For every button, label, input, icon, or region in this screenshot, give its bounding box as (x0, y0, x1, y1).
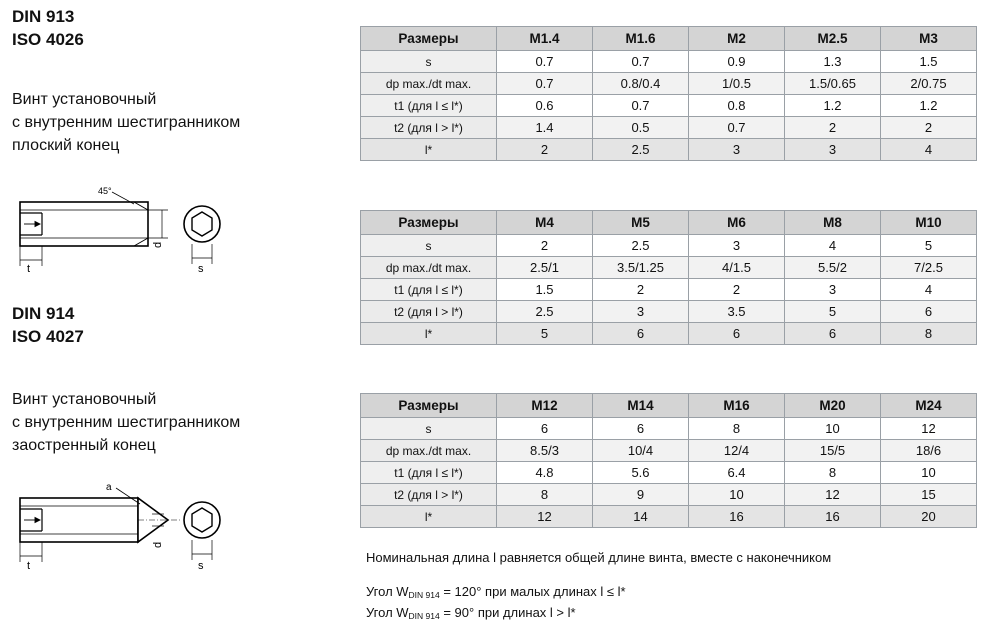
table1-row1-label: dp max./dt max. (361, 73, 497, 95)
table1-row1-col4: 1.5/0.65 (785, 73, 881, 95)
table3-row1-col5: 18/6 (881, 440, 977, 462)
note2-sub: DIN 914 (408, 590, 440, 601)
description-din914 (12, 388, 352, 458)
table2-row3-col3: 3.5 (689, 301, 785, 323)
table2-row2-label: t1 (для l ≤ l*) (361, 279, 497, 301)
table3-row1-col4: 15/5 (785, 440, 881, 462)
table3-header-4: M20 (785, 394, 881, 418)
din914-desc-line3: заостренный конец (12, 437, 156, 455)
table-row (361, 506, 977, 528)
table2-row0-col1: 2 (497, 235, 593, 257)
table3-row2-col3: 6.4 (689, 462, 785, 484)
table1-header-5: M3 (881, 27, 977, 51)
note-nominal-length: Номинальная длина l равняется общей длине винта, вместе с наконечником (366, 550, 832, 565)
table3-row4-col3: 16 (689, 506, 785, 528)
din913-line2: ISO 4026 (12, 29, 84, 49)
table2-row1-col5: 7/2.5 (881, 257, 977, 279)
table2-row2-col4: 3 (785, 279, 881, 301)
table3-row3-col2: 9 (593, 484, 689, 506)
table3-header-2: M14 (593, 394, 689, 418)
table3-header-5: M24 (881, 394, 977, 418)
table1-row1-col5: 2/0.75 (881, 73, 977, 95)
table1-row4-col3: 3 (689, 139, 785, 161)
table2-row0-col3: 3 (689, 235, 785, 257)
table1-row4-col2: 2.5 (593, 139, 689, 161)
dimensions-table-1-wrapper (360, 26, 977, 161)
table3-row2-col5: 10 (881, 462, 977, 484)
table1-row4-col4: 3 (785, 139, 881, 161)
svg-text:a: a (106, 482, 112, 493)
standard-title-din914 (12, 303, 84, 349)
table1-row1-col1: 0.7 (497, 73, 593, 95)
table1-row2-col3: 0.8 (689, 95, 785, 117)
table1-header-3: M2 (689, 27, 785, 51)
table-header-row (361, 27, 977, 51)
table1-row2-label: t1 (для l ≤ l*) (361, 95, 497, 117)
table3-row4-col5: 20 (881, 506, 977, 528)
din914-desc-line2: с внутренним шестигранником (12, 414, 241, 432)
table-row (361, 301, 977, 323)
table-row (361, 484, 977, 506)
table2-row1-col2: 3.5/1.25 (593, 257, 689, 279)
table3-row2-label: t1 (для l ≤ l*) (361, 462, 497, 484)
table2-row0-col2: 2.5 (593, 235, 689, 257)
table1-header-0: Размеры (361, 27, 497, 51)
table-row (361, 418, 977, 440)
table-row (361, 257, 977, 279)
din913-desc-line3: плоский конец (12, 137, 120, 155)
svg-text:45°: 45° (98, 186, 112, 196)
note3-prefix: Угол W (366, 604, 409, 620)
table1-header-2: M1.6 (593, 27, 689, 51)
table3-row2-col1: 4.8 (497, 462, 593, 484)
table-row (361, 235, 977, 257)
table3-row3-col3: 10 (689, 484, 785, 506)
table3-row3-col5: 15 (881, 484, 977, 506)
table1-row1-col2: 0.8/0.4 (593, 73, 689, 95)
table2-row4-col4: 6 (785, 323, 881, 345)
table3-row1-col3: 12/4 (689, 440, 785, 462)
din914-line1: DIN 914 (12, 304, 75, 323)
table3-row2-col2: 5.6 (593, 462, 689, 484)
table3-row1-col2: 10/4 (593, 440, 689, 462)
note2-suffix: = 120° при малых длинах l ≤ l* (439, 584, 626, 600)
table-row (361, 117, 977, 139)
table2-row4-col5: 8 (881, 323, 977, 345)
description-din913 (12, 88, 352, 158)
table2-row3-col5: 6 (881, 301, 977, 323)
table3-row3-col1: 8 (497, 484, 593, 506)
table2-row4-col3: 6 (689, 323, 785, 345)
label-s-2: s (198, 560, 204, 572)
table1-row3-label: t2 (для l > l*) (361, 117, 497, 139)
table1-row0-col1: 0.7 (497, 51, 593, 73)
table3-header-1: M12 (497, 394, 593, 418)
table2-row3-label: t2 (для l > l*) (361, 301, 497, 323)
label-d-1: d (152, 241, 164, 248)
table3-row0-label: s (361, 418, 497, 440)
table1-row3-col2: 0.5 (593, 117, 689, 139)
table-header-row (361, 394, 977, 418)
table2-header-4: M8 (785, 211, 881, 235)
note-angle-90 (366, 603, 966, 624)
note-angle-120 (366, 582, 966, 603)
label-s-1: s (198, 263, 204, 275)
note3-suffix: = 90° при длинах l > l* (439, 604, 576, 620)
table1-row0-col4: 1.3 (785, 51, 881, 73)
table2-row4-col2: 6 (593, 323, 689, 345)
drawing-din913-flat-point (12, 186, 242, 281)
table1-row0-label: s (361, 51, 497, 73)
table2-row1-label: dp max./dt max. (361, 257, 497, 279)
table2-row0-label: s (361, 235, 497, 257)
din913-line1: DIN 913 (12, 7, 75, 26)
notes-block (366, 548, 966, 624)
table1-row1-col3: 1/0.5 (689, 73, 785, 95)
table2-row2-col5: 4 (881, 279, 977, 301)
table3-row0-col3: 8 (689, 418, 785, 440)
left-column (8, 0, 352, 628)
table2-row3-col4: 5 (785, 301, 881, 323)
table3-header-0: Размеры (361, 394, 497, 418)
table-row (361, 139, 977, 161)
table2-row2-col2: 2 (593, 279, 689, 301)
table-row (361, 95, 977, 117)
table3-row0-col4: 10 (785, 418, 881, 440)
dimensions-table-3-wrapper (360, 393, 977, 528)
table3-row3-col4: 12 (785, 484, 881, 506)
table-row (361, 462, 977, 484)
table2-header-2: M5 (593, 211, 689, 235)
table2-row2-col1: 1.5 (497, 279, 593, 301)
table-row (361, 279, 977, 301)
table1-header-4: M2.5 (785, 27, 881, 51)
table1-row2-col5: 1.2 (881, 95, 977, 117)
table2-row2-col3: 2 (689, 279, 785, 301)
table3-row1-label: dp max./dt max. (361, 440, 497, 462)
table1-row0-col2: 0.7 (593, 51, 689, 73)
table2-row4-label: l* (361, 323, 497, 345)
table1-row3-col5: 2 (881, 117, 977, 139)
table1-row0-col5: 1.5 (881, 51, 977, 73)
table-header-row (361, 211, 977, 235)
din913-desc-line1: Винт установочный (12, 91, 157, 108)
table3-row1-col1: 8.5/3 (497, 440, 593, 462)
table2-row0-col5: 5 (881, 235, 977, 257)
standard-title-din913 (12, 6, 84, 52)
table1-row4-label: l* (361, 139, 497, 161)
dimensions-table-3 (360, 393, 977, 528)
table3-row4-label: l* (361, 506, 497, 528)
table3-header-3: M16 (689, 394, 785, 418)
table3-row4-col2: 14 (593, 506, 689, 528)
table-row (361, 323, 977, 345)
drawing-din914-cone-point (12, 482, 242, 582)
table2-row4-col1: 5 (497, 323, 593, 345)
din914-svg (12, 482, 242, 577)
table2-header-3: M6 (689, 211, 785, 235)
table1-row3-col3: 0.7 (689, 117, 785, 139)
table3-row2-col4: 8 (785, 462, 881, 484)
note3-sub: DIN 914 (408, 610, 440, 621)
table2-row1-col1: 2.5/1 (497, 257, 593, 279)
note2-prefix: Угол W (366, 584, 409, 600)
table3-row0-col1: 6 (497, 418, 593, 440)
din913-desc-line2: с внутренним шестигранником (12, 114, 241, 132)
dimensions-table-2 (360, 210, 977, 345)
table-row (361, 440, 977, 462)
table2-row3-col2: 3 (593, 301, 689, 323)
table3-row4-col1: 12 (497, 506, 593, 528)
table2-header-0: Размеры (361, 211, 497, 235)
table2-header-5: M10 (881, 211, 977, 235)
table2-row3-col1: 2.5 (497, 301, 593, 323)
table2-header-1: M4 (497, 211, 593, 235)
label-t-2: t (27, 560, 31, 572)
table3-row4-col4: 16 (785, 506, 881, 528)
table2-row1-col3: 4/1.5 (689, 257, 785, 279)
table1-row0-col3: 0.9 (689, 51, 785, 73)
table3-row0-col2: 6 (593, 418, 689, 440)
table1-row2-col2: 0.7 (593, 95, 689, 117)
table1-header-1: M1.4 (497, 27, 593, 51)
table3-row0-col5: 12 (881, 418, 977, 440)
label-d-2: d (152, 541, 164, 548)
din914-line2: ISO 4027 (12, 326, 84, 346)
table1-row4-col1: 2 (497, 139, 593, 161)
din913-svg (12, 186, 242, 276)
table1-row3-col1: 1.4 (497, 117, 593, 139)
table-row (361, 73, 977, 95)
dimensions-table-2-wrapper (360, 210, 977, 345)
table1-row3-col4: 2 (785, 117, 881, 139)
table3-row3-label: t2 (для l > l*) (361, 484, 497, 506)
table1-row2-col4: 1.2 (785, 95, 881, 117)
dimensions-table-1 (360, 26, 977, 161)
table1-row4-col5: 4 (881, 139, 977, 161)
din914-desc-line1: Винт установочный (12, 391, 157, 408)
table-row (361, 51, 977, 73)
table2-row1-col4: 5.5/2 (785, 257, 881, 279)
table1-row2-col1: 0.6 (497, 95, 593, 117)
table2-row0-col4: 4 (785, 235, 881, 257)
label-t-1: t (27, 263, 31, 275)
